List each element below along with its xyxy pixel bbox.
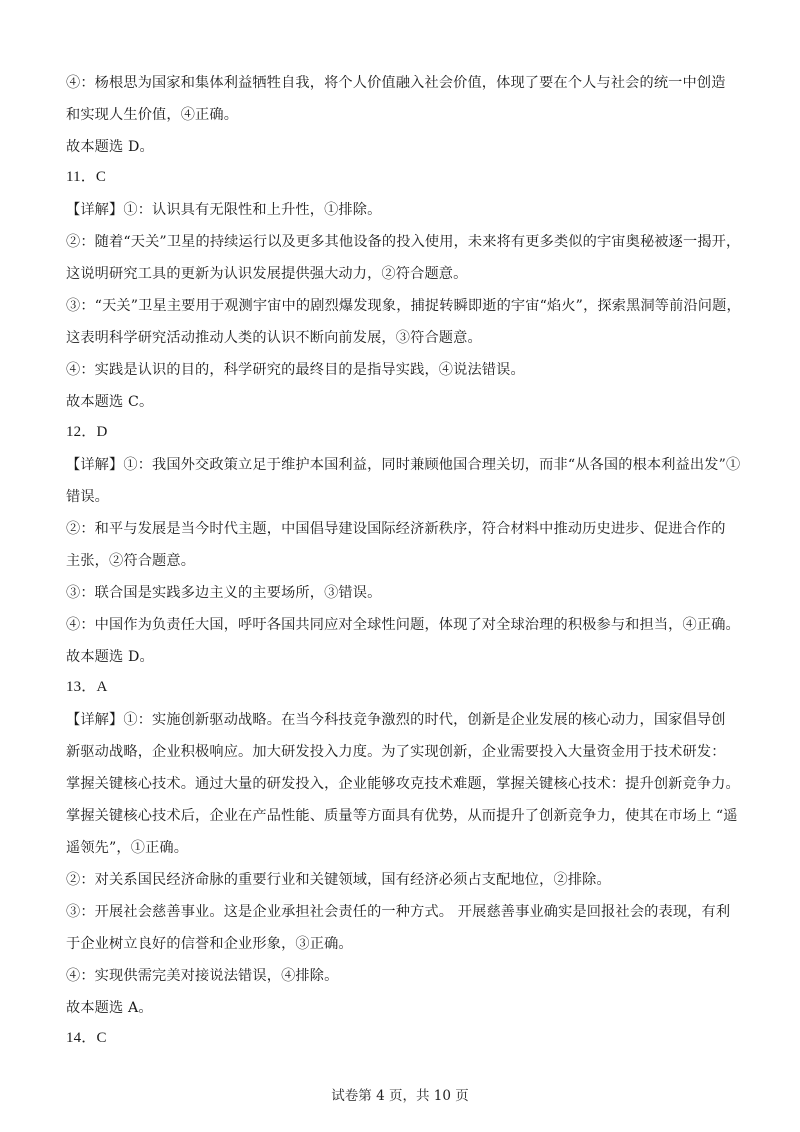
text-line: ③：开展社会慈善事业。这是企业承担社会责任的一种方式。 开展慈善事业确实是回报社会的表现，有利 — [66, 904, 731, 920]
text-line: 【详解】①：认识具有无限性和上升性，①排除。 — [66, 202, 382, 218]
text-line: 故本题选 C。 — [66, 394, 154, 410]
text-line: 掌握关键核心技术。通过大量的研发投入，企业能够攻克技术难题，掌握关键核心技术：提升创新竞争力。 — [66, 776, 740, 792]
text-line: ②：随着“天关”卫星的持续运行以及更多其他设备的投入使用，未来将有更多类似的宇宙奥秘被逐一揭开， — [66, 234, 741, 250]
text-line: 于企业树立良好的信誉和企业形象，③正确。 — [66, 936, 353, 952]
text-line: 这表明科学研究活动推动人类的认识不断向前发展，③符合题意。 — [66, 330, 482, 346]
text-line: ④：杨根思为国家和集体利益牺牲自我，将个人价值融入社会价值，体现了要在个人与社会的统一中创造 — [66, 75, 726, 91]
text-line: 【详解】①：我国外交政策立足于维护本国利益，同时兼顾他国合理关切，而非“从各国的根本利益出发”① — [66, 457, 741, 473]
question-number: 14．C — [66, 1030, 107, 1046]
text-line: ④：实践是认识的目的，科学研究的最终目的是指导实践，④说法错误。 — [66, 362, 525, 378]
question-number: 12．D — [66, 424, 108, 440]
text-line: 和实现人生价值，④正确。 — [66, 107, 239, 123]
text-line: 新驱动战略，企业积极响应。加大研发投入力度。为了实现创新，企业需要投入大量资金用于技术研发： — [66, 744, 726, 760]
question-number: 11．C — [66, 169, 107, 185]
question-number: 13．A — [66, 679, 108, 695]
text-line: ②：对关系国民经济命脉的重要行业和关键领域，国有经济必须占支配地位，②排除。 — [66, 872, 611, 888]
text-line: 故本题选 D。 — [66, 649, 154, 665]
text-line: ③：联合国是实践多边主义的主要场所，③错误。 — [66, 585, 382, 601]
text-line: 主张，②符合题意。 — [66, 553, 196, 569]
text-line: ④：实现供需完美对接说法错误，④排除。 — [66, 968, 339, 984]
text-line: ②：和平与发展是当今时代主题，中国倡导建设国际经济新秩序，符合材料中推动历史进步、促进合作的 — [66, 521, 726, 537]
text-line: 这说明研究工具的更新为认识发展提供强大动力，②符合题意。 — [66, 266, 468, 282]
text-line: 故本题选 A。 — [66, 1000, 153, 1016]
text-line: 【详解】①：实施创新驱动战略。在当今科技竞争激烈的时代，创新是企业发展的核心动力，国家倡导创 — [66, 712, 726, 728]
page-footer: 试卷第 4 页，共 10 页 — [331, 1088, 469, 1104]
text-line: 故本题选 D。 — [66, 139, 154, 155]
text-line: 遥领先”，①正确。 — [66, 840, 189, 856]
text-line: 错误。 — [66, 489, 110, 505]
text-line: ③：“天关”卫星主要用于观测宇宙中的剧烈爆发现象，捕捉转瞬即逝的宇宙“焰火”，探索黑洞等前沿问题， — [66, 298, 741, 314]
text-line: ④：中国作为负责任大国，呼吁各国共同应对全球性问题，体现了对全球治理的积极参与和担当，④正确。 — [66, 617, 740, 633]
text-line: 掌握关键核心技术后，企业在产品性能、质量等方面具有优势，从而提升了创新竞争力，使其在市场上 “遥 — [66, 808, 738, 824]
